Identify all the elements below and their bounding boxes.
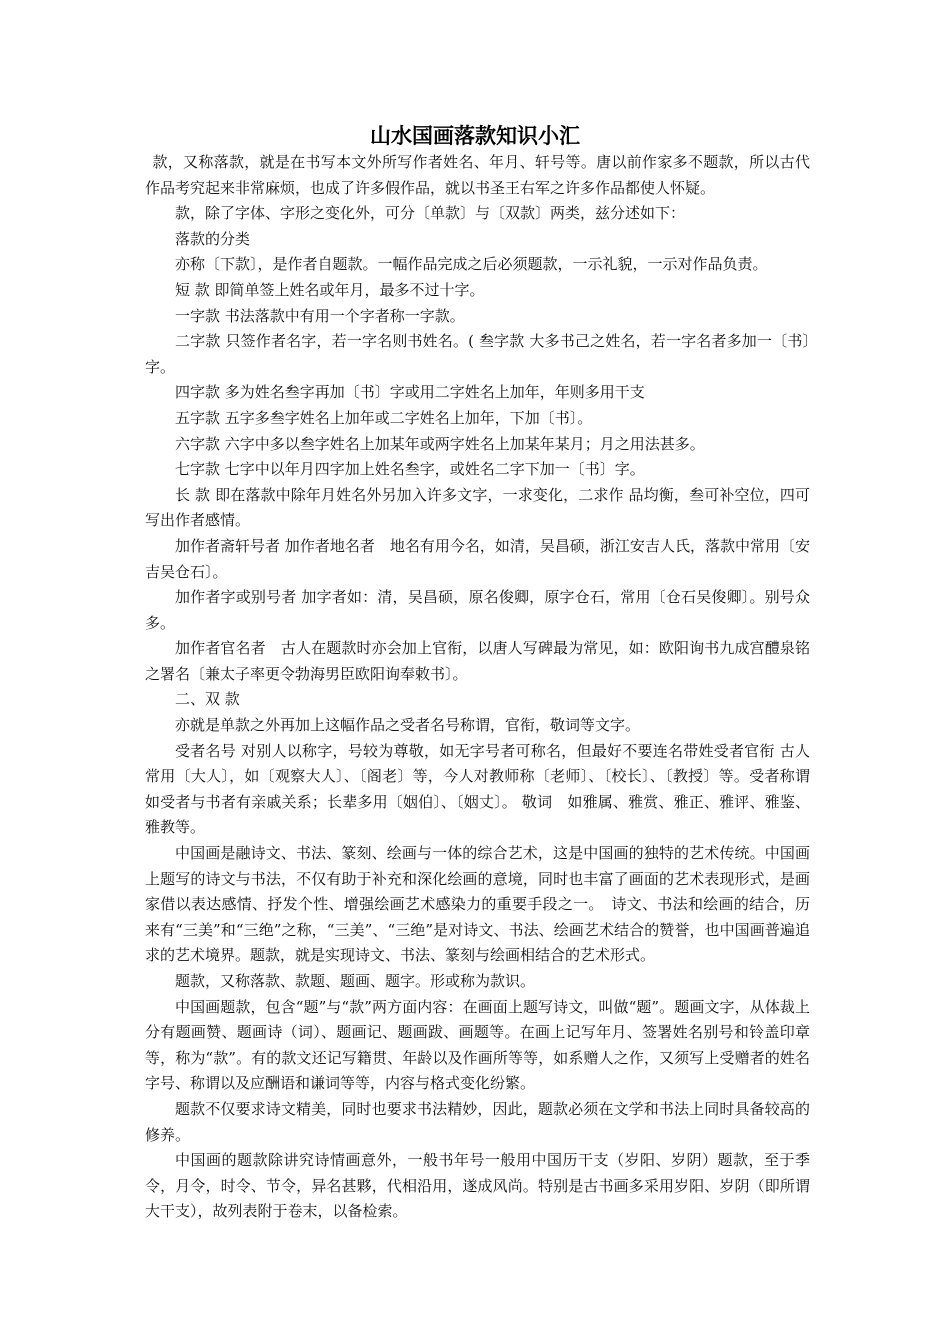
page-title: 山水国画落款知识小汇 (370, 124, 580, 148)
paragraph: 加作者官名者 古人在题款时亦会加上官衔，以唐人写碑最为常见，如：欧阳询书九成宫醴泉铭之署名〔兼太子率更令勃海男臣欧阳询奉敕书〕。 (145, 639, 810, 683)
paragraph: 一字款 书法落款中有用一个字者称一字款。 (175, 306, 465, 325)
paragraph: 加作者字或别号者 加字者如：清，吴昌硕，原名俊卿，原字仓石，常用〔仓石吴俊卿〕。别号众多。 (145, 588, 810, 632)
paragraph: 中国画是融诗文、书法、篆刻、绘画与一体的综合艺术，这是中国画的独特的艺术传统。中国画上题写的诗文与书法，不仅有助于补充和深化绘画的意境，同时也丰富了画面的艺术表现形式，是画家借以表达感情、抒发个性、增强绘画艺术感染力的重要手段之一。 诗文、书法和绘画的结合，历来有“三美”和“三绝”之称，“三美”、“三绝”是对诗文、书法、绘画艺术结合的赞誉，也中国画普遍追求的艺术境界。题款，就是实现诗文、书法、篆刻与绘画相结合的艺术形式。 (145, 844, 810, 965)
paragraph: 长 款 即在落款中除年月姓名外另加入许多文字，一求变化，二求作 品均衡，叁可补空位，四可写出作者感情。 (145, 485, 810, 530)
paragraph: 加作者斋轩号者 加作者地名者 地名有用今名，如清，吴昌硕，浙江安吉人氏，落款中常用〔安吉吴仓石〕。 (145, 536, 810, 581)
paragraph: 六字款 六字中多以叁字姓名上加某年或两字姓名上加某年某月；月之用法甚多。 (175, 434, 705, 453)
paragraph: 受者名号 对别人以称字，号较为尊敬，如无字号者可称名，但最好不要连名带姓受者官衔 古人常用〔大人〕，如〔观察大人〕、〔阁老〕等，今人对教师称〔老师〕、〔校长〕、〔教授〕等。受者称谓 如受者与书者有亲戚关系；长辈多用〔姻伯〕、〔姻丈〕。 敬词 如雅属、雅赏、雅正、雅评、雅鉴、雅教等。 (145, 741, 810, 837)
paragraph: 中国画的题款除讲究诗情画意外，一般书年号一般用中国历干支（岁阳、岁阴）题款，至于季令，月令，时令、节令，异名甚夥，代相沿用，遂成风尚。特别是古书画多采用岁阳、岁阴（即所谓大干支），故列表附于卷末，以备检索。 (145, 1151, 810, 1221)
paragraph: 二字款 只签作者名字，若一字名则书姓名。( 叁字款 大多书己之姓名，若一字名者多加一〔书〕字。 (145, 332, 810, 376)
paragraph: 亦称〔下款〕，是作者自题款。一幅作品完成之后必须题款，一示礼貌，一示对作品负责。 (175, 255, 768, 274)
paragraph: 款，除了字体、字形之变化外，可分〔单款〕与〔双款〕两类，兹分述如下： (175, 204, 686, 223)
paragraph: 七字款 七字中以年月四字加上姓名叁字，或姓名二字下加一〔书〕字。 (175, 460, 645, 479)
section-heading: 落款的分类 (175, 229, 251, 248)
paragraph: 款，又称落款，就是在书写本文外所写作者姓名、年月、轩号等。唐以前作家多不题款，所以古代作品考究起来非常麻烦，也成了许多假作品，就以书圣王右军之许多作品都使人怀疑。 (145, 153, 810, 197)
paragraph: 亦就是单款之外再加上这幅作品之受者名号称谓，官衔，敬词等文字。 (175, 716, 641, 735)
paragraph: 四字款 多为姓名叁字再加〔书〕字或用二字姓名上加年，年则多用干支 (175, 383, 645, 402)
body-text (145, 150, 810, 1225)
paragraph: 短 款 即简单签上姓名或年月，最多不过十字。 (175, 280, 485, 299)
paragraph: 五字款 五字多叁字姓名上加年或二字姓名上加年，下加〔书〕。 (175, 408, 593, 427)
section-heading: 二、双 款 (175, 690, 240, 709)
paragraph: 题款，又称落款、款题、题画、题字。形或称为款识。 (175, 972, 536, 990)
paragraph: 题款不仅要求诗文精美，同时也要求书法精妙，因此，题款必须在文学和书法上同时具备较高的修养。 (145, 1099, 810, 1144)
paragraph: 中国画题款，包含“题”与“款”两方面内容：在画面上题写诗文，叫做“题”。题画文字，从体裁上分有题画赞、题画诗（词）、题画记、题画跋、画题等。在画上记写年月、签署姓名别号和铃盖印章等，称为“款”。有的款文还记写籍贯、年龄以及作画所等等，如系赠人之作，又须写上受赠者的姓名字号、称谓以及应酬语和谦词等等，内容与格式变化纷繁。 (145, 997, 810, 1093)
